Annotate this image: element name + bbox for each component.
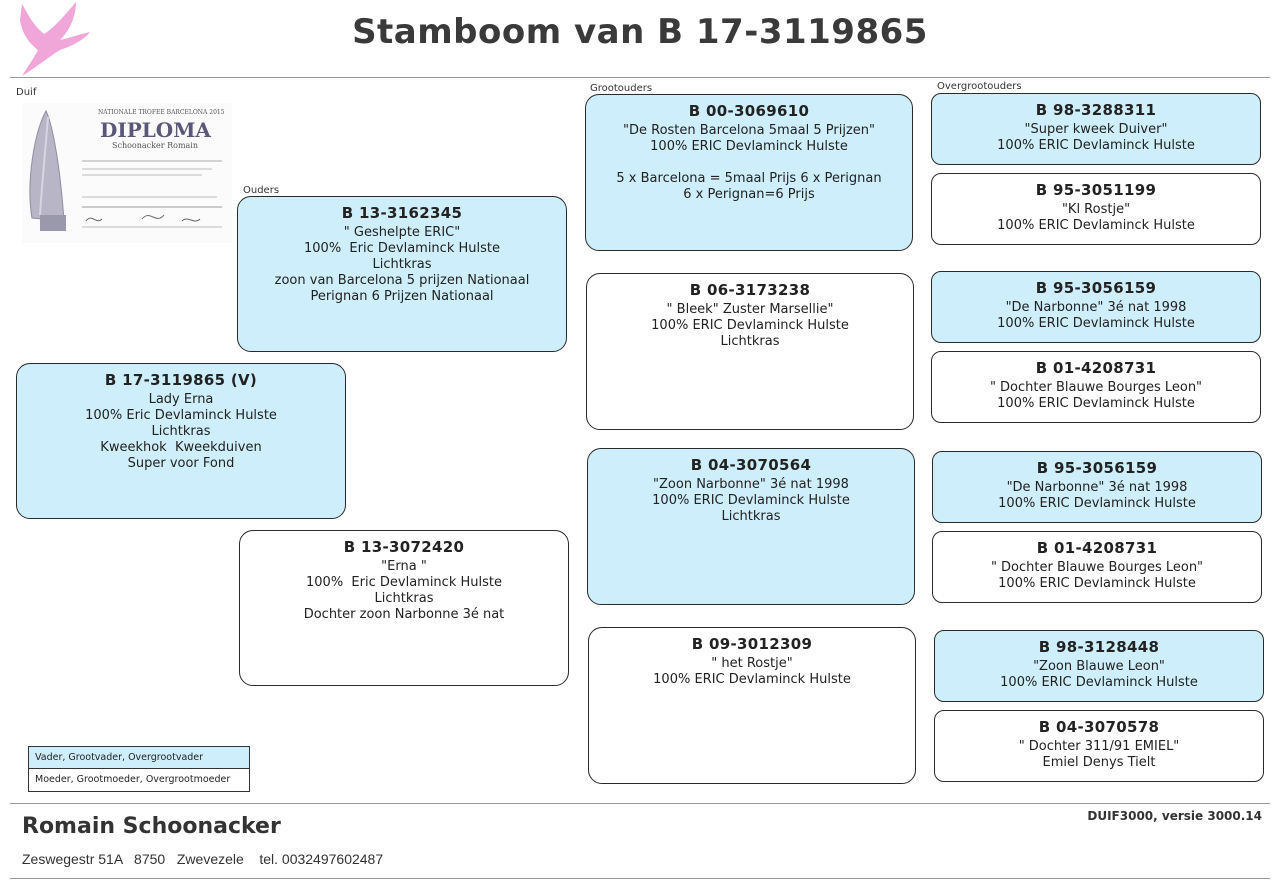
legend-male: Vader, Grootvader, Overgrootvader bbox=[29, 747, 249, 769]
pigeon-line: Kweekhok Kweekduiven bbox=[100, 440, 262, 455]
page-title: Stamboom van B 17-3119865 bbox=[352, 12, 928, 52]
label-ouders: Ouders bbox=[243, 185, 280, 196]
software-version: DUIF3000, versie 3000.14 bbox=[1087, 809, 1262, 823]
great-grandparent-ring: B 95-3056159 bbox=[1036, 459, 1158, 477]
great-grandparent-line: 100% ERIC Devlaminck Hulste bbox=[997, 316, 1195, 331]
mother-line: "Erna " bbox=[381, 559, 427, 574]
mother-line: Lichtkras bbox=[374, 591, 434, 606]
grandparent-line bbox=[586, 155, 912, 171]
great-grandparent-card[interactable] bbox=[931, 351, 1261, 423]
grandparent-ring: B 09-3012309 bbox=[691, 635, 813, 653]
great-grandparent-card[interactable] bbox=[932, 451, 1262, 523]
mother-card[interactable] bbox=[239, 530, 569, 686]
diploma-heading: NATIONALE TROFEE BARCELONA 2015 bbox=[98, 109, 225, 116]
great-grandparent-line: " Dochter 311/91 EMIEL" bbox=[1018, 739, 1180, 754]
mother-line: 100% Eric Devlaminck Hulste bbox=[306, 575, 502, 590]
owner-address: Zeswegestr 51A 8750 Zwevezele tel. 0032497602487 bbox=[22, 851, 384, 867]
great-grandparent-card[interactable] bbox=[934, 710, 1264, 782]
diploma-title: DIPLOMA bbox=[100, 118, 211, 142]
great-grandparent-card[interactable] bbox=[934, 630, 1264, 702]
mother-line: Dochter zoon Narbonne 3é nat bbox=[303, 607, 505, 622]
great-grandparent-ring: B 98-3288311 bbox=[1035, 101, 1157, 119]
grandparent-line: "De Rosten Barcelona 5maal 5 Prijzen" bbox=[623, 123, 875, 138]
grandparent-line: 100% ERIC Devlaminck Hulste bbox=[651, 318, 849, 333]
great-grandparent-ring: B 01-4208731 bbox=[1036, 539, 1158, 557]
grandparent-card[interactable] bbox=[588, 627, 916, 784]
great-grandparent-card[interactable] bbox=[931, 173, 1261, 245]
label-grootouders: Grootouders bbox=[590, 83, 653, 94]
grandparent-ring: B 06-3173238 bbox=[689, 281, 811, 299]
father-card[interactable] bbox=[237, 196, 567, 352]
grandparent-line: 6 x Perignan=6 Prijs bbox=[683, 187, 815, 202]
great-grandparent-ring: B 04-3070578 bbox=[1038, 718, 1160, 736]
grandparent-line: 5 x Barcelona = 5maal Prijs 6 x Perignan bbox=[616, 171, 882, 186]
grandparent-line: " het Rostje" bbox=[711, 656, 793, 671]
bottom-divider bbox=[10, 878, 1270, 879]
great-grandparent-ring: B 01-4208731 bbox=[1035, 359, 1157, 377]
great-grandparent-line: 100% ERIC Devlaminck Hulste bbox=[998, 576, 1196, 591]
pigeon-line: Lady Erna bbox=[148, 392, 214, 407]
father-line: 100% Eric Devlaminck Hulste bbox=[304, 241, 500, 256]
pigeon-ring: B 17-3119865 (V) bbox=[104, 371, 258, 389]
diploma-image bbox=[22, 103, 232, 243]
father-line: " Geshelpte ERIC" bbox=[343, 225, 461, 240]
great-grandparent-line: "De Narbonne" 3é nat 1998 bbox=[1006, 480, 1188, 495]
great-grandparent-line: "De Narbonne" 3é nat 1998 bbox=[1005, 300, 1187, 315]
grandparent-line: "Zoon Narbonne" 3é nat 1998 bbox=[653, 477, 849, 492]
grandparent-card[interactable] bbox=[587, 448, 915, 605]
legend bbox=[28, 746, 250, 792]
great-grandparent-line: " Dochter Blauwe Bourges Leon" bbox=[989, 380, 1203, 395]
great-grandparent-card[interactable] bbox=[931, 271, 1261, 343]
grandparent-ring: B 04-3070564 bbox=[690, 456, 812, 474]
grandparent-line: 100% ERIC Devlaminck Hulste bbox=[653, 672, 851, 687]
great-grandparent-line: 100% ERIC Devlaminck Hulste bbox=[997, 396, 1195, 411]
great-grandparent-line: " Dochter Blauwe Bourges Leon" bbox=[990, 560, 1204, 575]
father-line: zoon van Barcelona 5 prijzen Nationaal bbox=[274, 273, 530, 288]
footer-divider bbox=[10, 803, 1270, 804]
mother-ring: B 13-3072420 bbox=[343, 538, 465, 556]
grandparent-ring: B 00-3069610 bbox=[688, 102, 810, 120]
great-grandparent-ring: B 95-3056159 bbox=[1035, 279, 1157, 297]
great-grandparent-line: "Super kweek Duiver" bbox=[1024, 122, 1168, 137]
pigeon-line: Lichtkras bbox=[151, 424, 211, 439]
grandparent-line: " Bleek" Zuster Marsellie" bbox=[666, 302, 834, 317]
legend-female: Moeder, Grootmoeder, Overgrootmoeder bbox=[35, 774, 231, 785]
great-grandparent-line: "Zoon Blauwe Leon" bbox=[1033, 659, 1165, 674]
great-grandparent-ring: B 95-3051199 bbox=[1035, 181, 1157, 199]
great-grandparent-line: "Kl Rostje" bbox=[1061, 202, 1131, 217]
great-grandparent-line: 100% ERIC Devlaminck Hulste bbox=[997, 218, 1195, 233]
label-duif: Duif bbox=[16, 87, 37, 98]
grandparent-card[interactable] bbox=[586, 273, 914, 430]
pigeon-line: Super voor Fond bbox=[127, 456, 235, 471]
father-ring: B 13-3162345 bbox=[341, 204, 463, 222]
grandparent-line: Lichtkras bbox=[720, 334, 780, 349]
great-grandparent-line: 100% ERIC Devlaminck Hulste bbox=[997, 138, 1195, 153]
father-line: Perignan 6 Prijzen Nationaal bbox=[310, 289, 494, 304]
grandparent-line: 100% ERIC Devlaminck Hulste bbox=[652, 493, 850, 508]
father-line: Lichtkras bbox=[372, 257, 432, 272]
grandparent-line: Lichtkras bbox=[721, 509, 781, 524]
great-grandparent-line: 100% ERIC Devlaminck Hulste bbox=[1000, 675, 1198, 690]
pigeon-line: 100% Eric Devlaminck Hulste bbox=[85, 408, 277, 423]
top-divider bbox=[10, 77, 1270, 78]
great-grandparent-line: 100% ERIC Devlaminck Hulste bbox=[998, 496, 1196, 511]
great-grandparent-ring: B 98-3128448 bbox=[1038, 638, 1160, 656]
label-overgrootouders: Overgrootouders bbox=[937, 81, 1022, 92]
great-grandparent-card[interactable] bbox=[931, 93, 1261, 165]
owner-name: Romain Schoonacker bbox=[22, 814, 281, 839]
diploma-name: Schoonacker Romain bbox=[112, 141, 199, 150]
pigeon-card[interactable] bbox=[16, 363, 346, 519]
great-grandparent-card[interactable] bbox=[932, 531, 1262, 603]
grandparent-card[interactable] bbox=[585, 94, 913, 251]
grandparent-line: 100% ERIC Devlaminck Hulste bbox=[650, 139, 848, 154]
great-grandparent-line: Emiel Denys Tielt bbox=[1042, 755, 1156, 770]
